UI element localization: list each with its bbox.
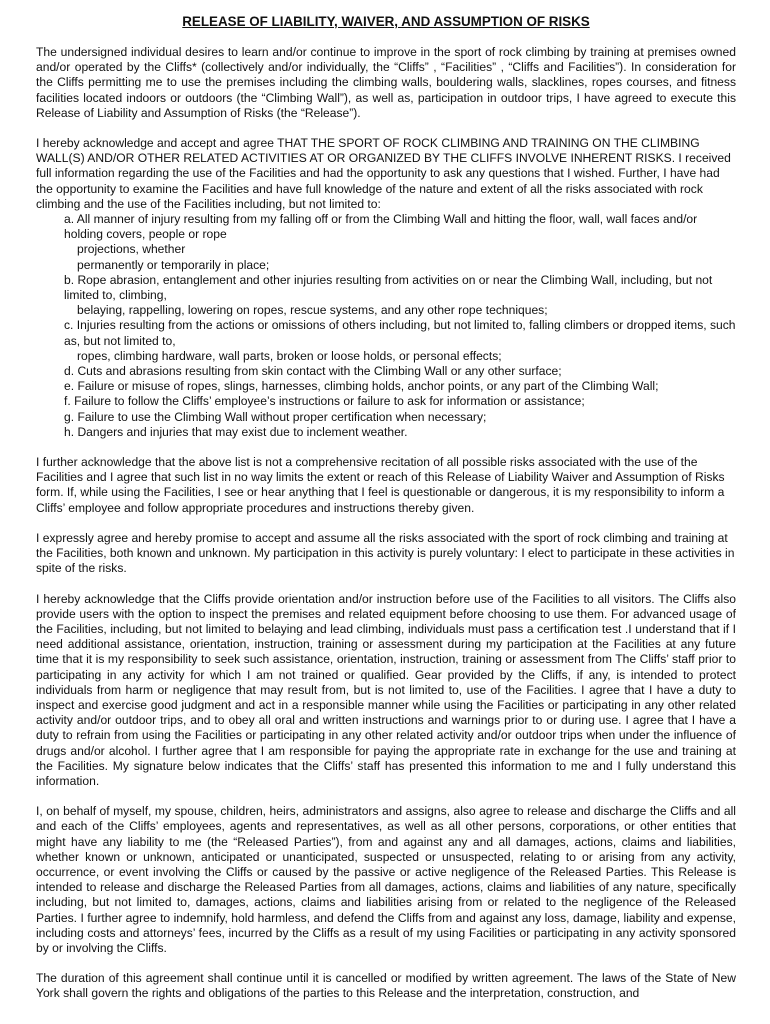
inherent-risks-paragraph: I hereby acknowledge and accept and agree THAT THE SPORT OF ROCK CLIMBING AND TRAINING ON THE CLIMBING WALL(S) AND/OR OTHER RELATED ACTIVITIES AT OR ORGANIZED BY THE CLIFFS INVOLVE INHERENT RISKS. I received full information regarding the use of the Facilities and had the opportunity to ask any questions that I wished. Further, I have had the opportunity to examine the Facilities and have full knowledge of the nature and extent of all the risks associated with rock climbing and the use of the Facilities including, but not limited to: [36,136,731,211]
orientation-paragraph: I hereby acknowledge that the Cliffs provide orientation and/or instruction before use of the Facilities to all visitors. The Cliffs also provide users with the option to inspect the premises and related equipment before choosing to use them. For advanced usage of the Facilities, including, but not limited to belaying and lead climbing, individuals must pass a certification test .I understand that if I need additional assistance, orientation, instruction, training or assessment during my participation at the Facilities at any future time that it is my responsibility to seek such assistance, orientation, instruction, training or assessment from The Cliffs’ staff prior to participating in any activity for which I am not trained or qualified. Gear provided by the Cliffs, if any, is intended to protect individuals from harm or negligence that may result from, but is not limited to, use of the Facilities. I agree that I have a duty to inspect and exercise good judgment and act in a responsible manner while using the Facilities or participating in any other related activity and/or outdoor trips, and to obey all oral and written instructions and warnings prior to or during use. I agree that I have a duty to refrain from using the Facilities or participating in any other related activity and/or outdoor trips when under the influence of drugs and/or alcohol. I further agree that I am responsible for paying the appropriate rate in exchange for the use and training at the Facilities. My signature below indicates that the Cliffs’ staff has presented this information to me and I fully understand this information. [36,591,736,788]
risk-item-b: b. Rope abrasion, entanglement and other injuries resulting from activities on or near the Climbing Wall, including, but not limited to, climbing, [64,272,713,303]
release-paragraph: I, on behalf of myself, my spouse, children, heirs, administrators and assigns, also agree to release and discharge the Cliffs and all and each of the Cliffs’ employees, agents and representatives, as well as all other persons, corporations, or other entities that might have any liability to me (the “Released Parties”), from and against any and all damages, actions, claims and liabilities, whether known or unknown, anticipated or unanticipated, suspected or unsuspected, relating to or arising from any activity, occurrence, or event involving the Cliffs or caused by the passive or active negligence of the Released Parties. This Release is intended to release and discharge the Released Parties from all damages, actions, claims and liabilities of any nature, specifically including, but not limited to, damages, actions, claims and liabilities arising from or related to the negligence of the Released Parties. I further agree to indemnify, hold harmless, and defend the Cliffs from and against any loss, damage, liability and expense, including costs and attorneys’ fees, incurred by the Cliffs as a result of my using Facilities or participating in any activity sponsored by or involving the Cliffs. [36,804,736,955]
inherent-risks-section [36,136,736,440]
assumption-of-risk-paragraph: I expressly agree and hereby promise to accept and assume all the risks associated with the sport of rock climbing and training at the Facilities, both known and unknown. My participation in this activity is purely voluntary: I elect to participate in these activities in spite of the risks. [36,530,735,576]
risk-item-h: h. Dangers and injuries that may exist due to inclement weather. [64,424,408,439]
risk-item-c: c. Injuries resulting from the actions or omissions of others including, but not limited to, falling climbers or dropped items, such as, but not limited to, [64,318,736,348]
governing-law-paragraph: The duration of this agreement shall continue until it is cancelled or modified by written agreement. The laws of the State of New York shall govern the rights and obligations of the parties to this Release and the interpretation, construction, and [36,971,736,1001]
risk-item-f: f. Failure to follow the Cliffs’ employee’s instructions or failure to ask for information or assistance; [64,394,585,409]
risk-item-e: e. Failure or misuse of ropes, slings, harnesses, climbing holds, anchor points, or any part of the Climbing Wall; [64,379,659,394]
intro-paragraph: The undersigned individual desires to learn and/or continue to improve in the sport of rock climbing by training at premises owned and/or operated by the Cliffs* (collectively and/or individually, the “Cliffs” , “Facilities” , “Cliffs and Facilities”). In consideration for the Cliffs permitting me to use the premises including the climbing walls, bouldering walls, slacklines, ropes courses, and fitness facilities located indoors or outdoors (the “Climbing Wall”), as well as, participation in outdoor trips, I have agreed to execute this Release of Liability and Assumption of Risks (the “Release”). [36,45,736,120]
risk-list [36,212,736,440]
risk-item-b-cont: belaying, rappelling, lowering on ropes, rescue systems, and any other rope techniques; [77,303,548,318]
risk-item-a-cont-1: projections, whether [77,242,186,257]
risk-item-a-cont-2: permanently or temporarily in place; [77,257,270,272]
risk-item-a: a. All manner of injury resulting from my falling off or from the Climbing Wall and hitting the floor, wall, wall faces and/or holding covers, people or rope [64,212,698,242]
risk-item-c-cont: ropes, climbing hardware, wall parts, broken or loose holds, or personal effects; [77,348,502,363]
risk-item-g: g. Failure to use the Climbing Wall without proper certification when necessary; [64,409,487,424]
risk-item-d: d. Cuts and abrasions resulting from skin contact with the Climbing Wall or any other surface; [64,364,562,379]
document-page [36,14,736,1017]
document-title: RELEASE OF LIABILITY, WAIVER, AND ASSUMPTION OF RISKS [182,14,590,29]
non-comprehensive-list-paragraph: I further acknowledge that the above list is not a comprehensive recitation of all possible risks associated with the use of the Facilities and I agree that such list in no way limits the extent or reach of this Release of Liability Waiver and Assumption of Risks form. If, while using the Facilities, I see or hear anything that I feel is questionable or dangerous, it is my responsibility to inform a Cliffs’ employee and follow appropriate procedures and instructions thereby given. [36,455,725,515]
